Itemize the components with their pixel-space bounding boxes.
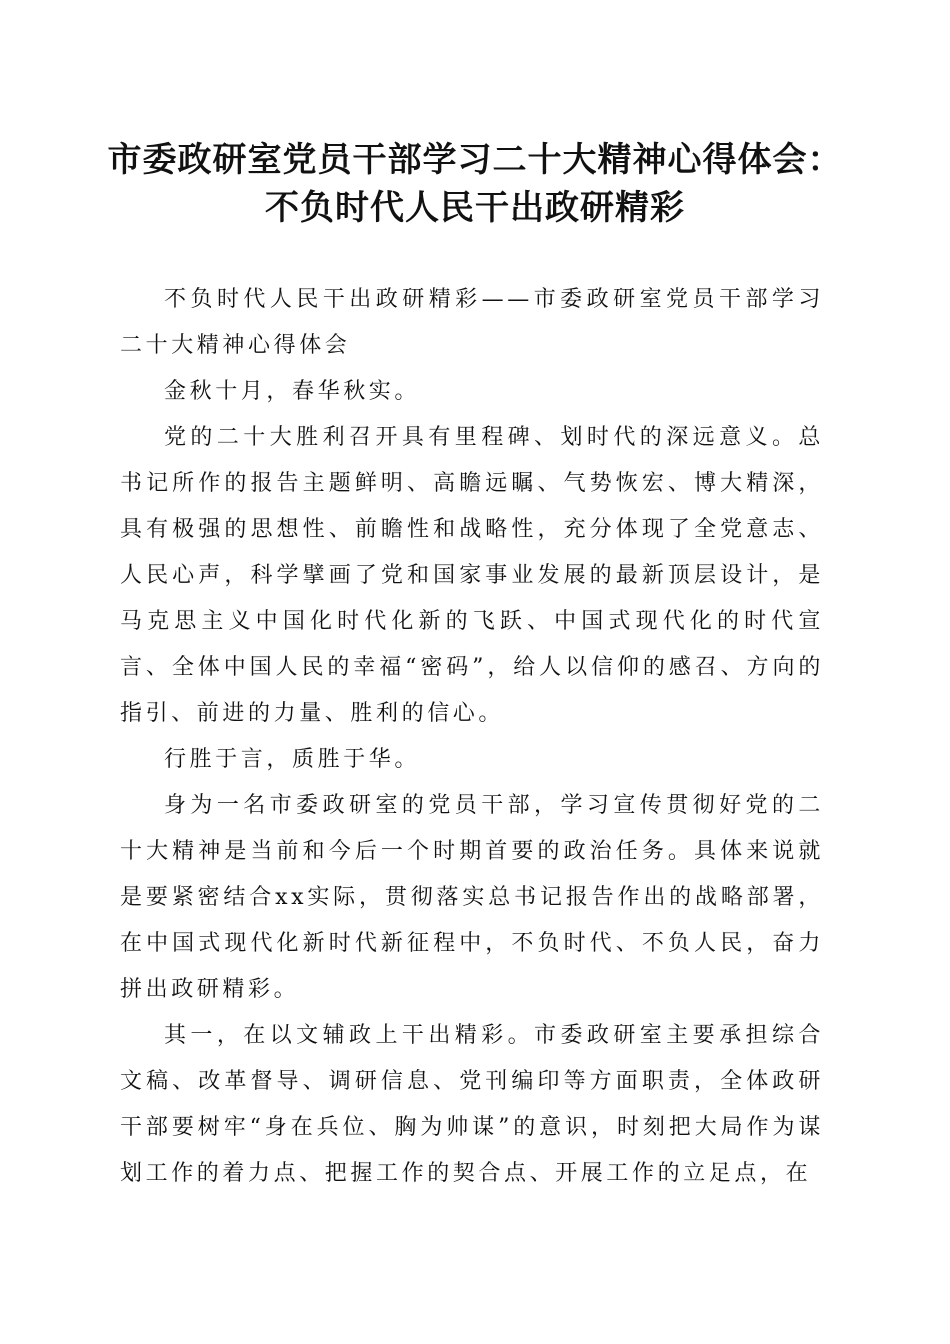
document-title (100, 136, 850, 232)
title-line-2: 不负时代人民干出政研精彩 (265, 188, 685, 228)
paragraph-3: 行胜于言，质胜于华。 (164, 747, 421, 772)
document-body (120, 277, 824, 1197)
paragraph-5: 其一，在以文辅政上干出精彩。市委政研室主要承担综合文稿、改革督导、调研信息、党刊编印等方面职责，全体政研干部要树牢“身在兵位、胸为帅谋”的意识，时刻把大局作为谋划工作的着力点、把握工作的契合点、开展工作的立足点，在 (120, 1023, 824, 1186)
paragraph-2: 党的二十大胜利召开具有里程碑、划时代的深远意义。总书记所作的报告主题鲜明、高瞻远瞩、气势恢宏、博大精深，具有极强的思想性、前瞻性和战略性，充分体现了全党意志、人民心声，科学擘画了党和国家事业发展的最新顶层设计，是马克思主义中国化时代化新的飞跃、中国式现代化的时代宣言、全体中国人民的幸福“密码”，给人以信仰的感召、方向的指引、前进的力量、胜利的信心。 (120, 425, 824, 726)
paragraph-subtitle: 不负时代人民干出政研精彩——市委政研室党员干部学习二十大精神心得体会 (120, 287, 824, 358)
paragraph-4: 身为一名市委政研室的党员干部，学习宣传贯彻好党的二十大精神是当前和今后一个时期首要的政治任务。具体来说就是要紧密结合xx实际，贯彻落实总书记报告作出的战略部署，在中国式现代化新时代新征程中，不负时代、不负人民，奋力拼出政研精彩。 (120, 793, 824, 1002)
title-line-1: 市委政研室党员干部学习二十大精神心得体会： (107, 140, 843, 180)
paragraph-1: 金秋十月，春华秋实。 (164, 379, 421, 404)
